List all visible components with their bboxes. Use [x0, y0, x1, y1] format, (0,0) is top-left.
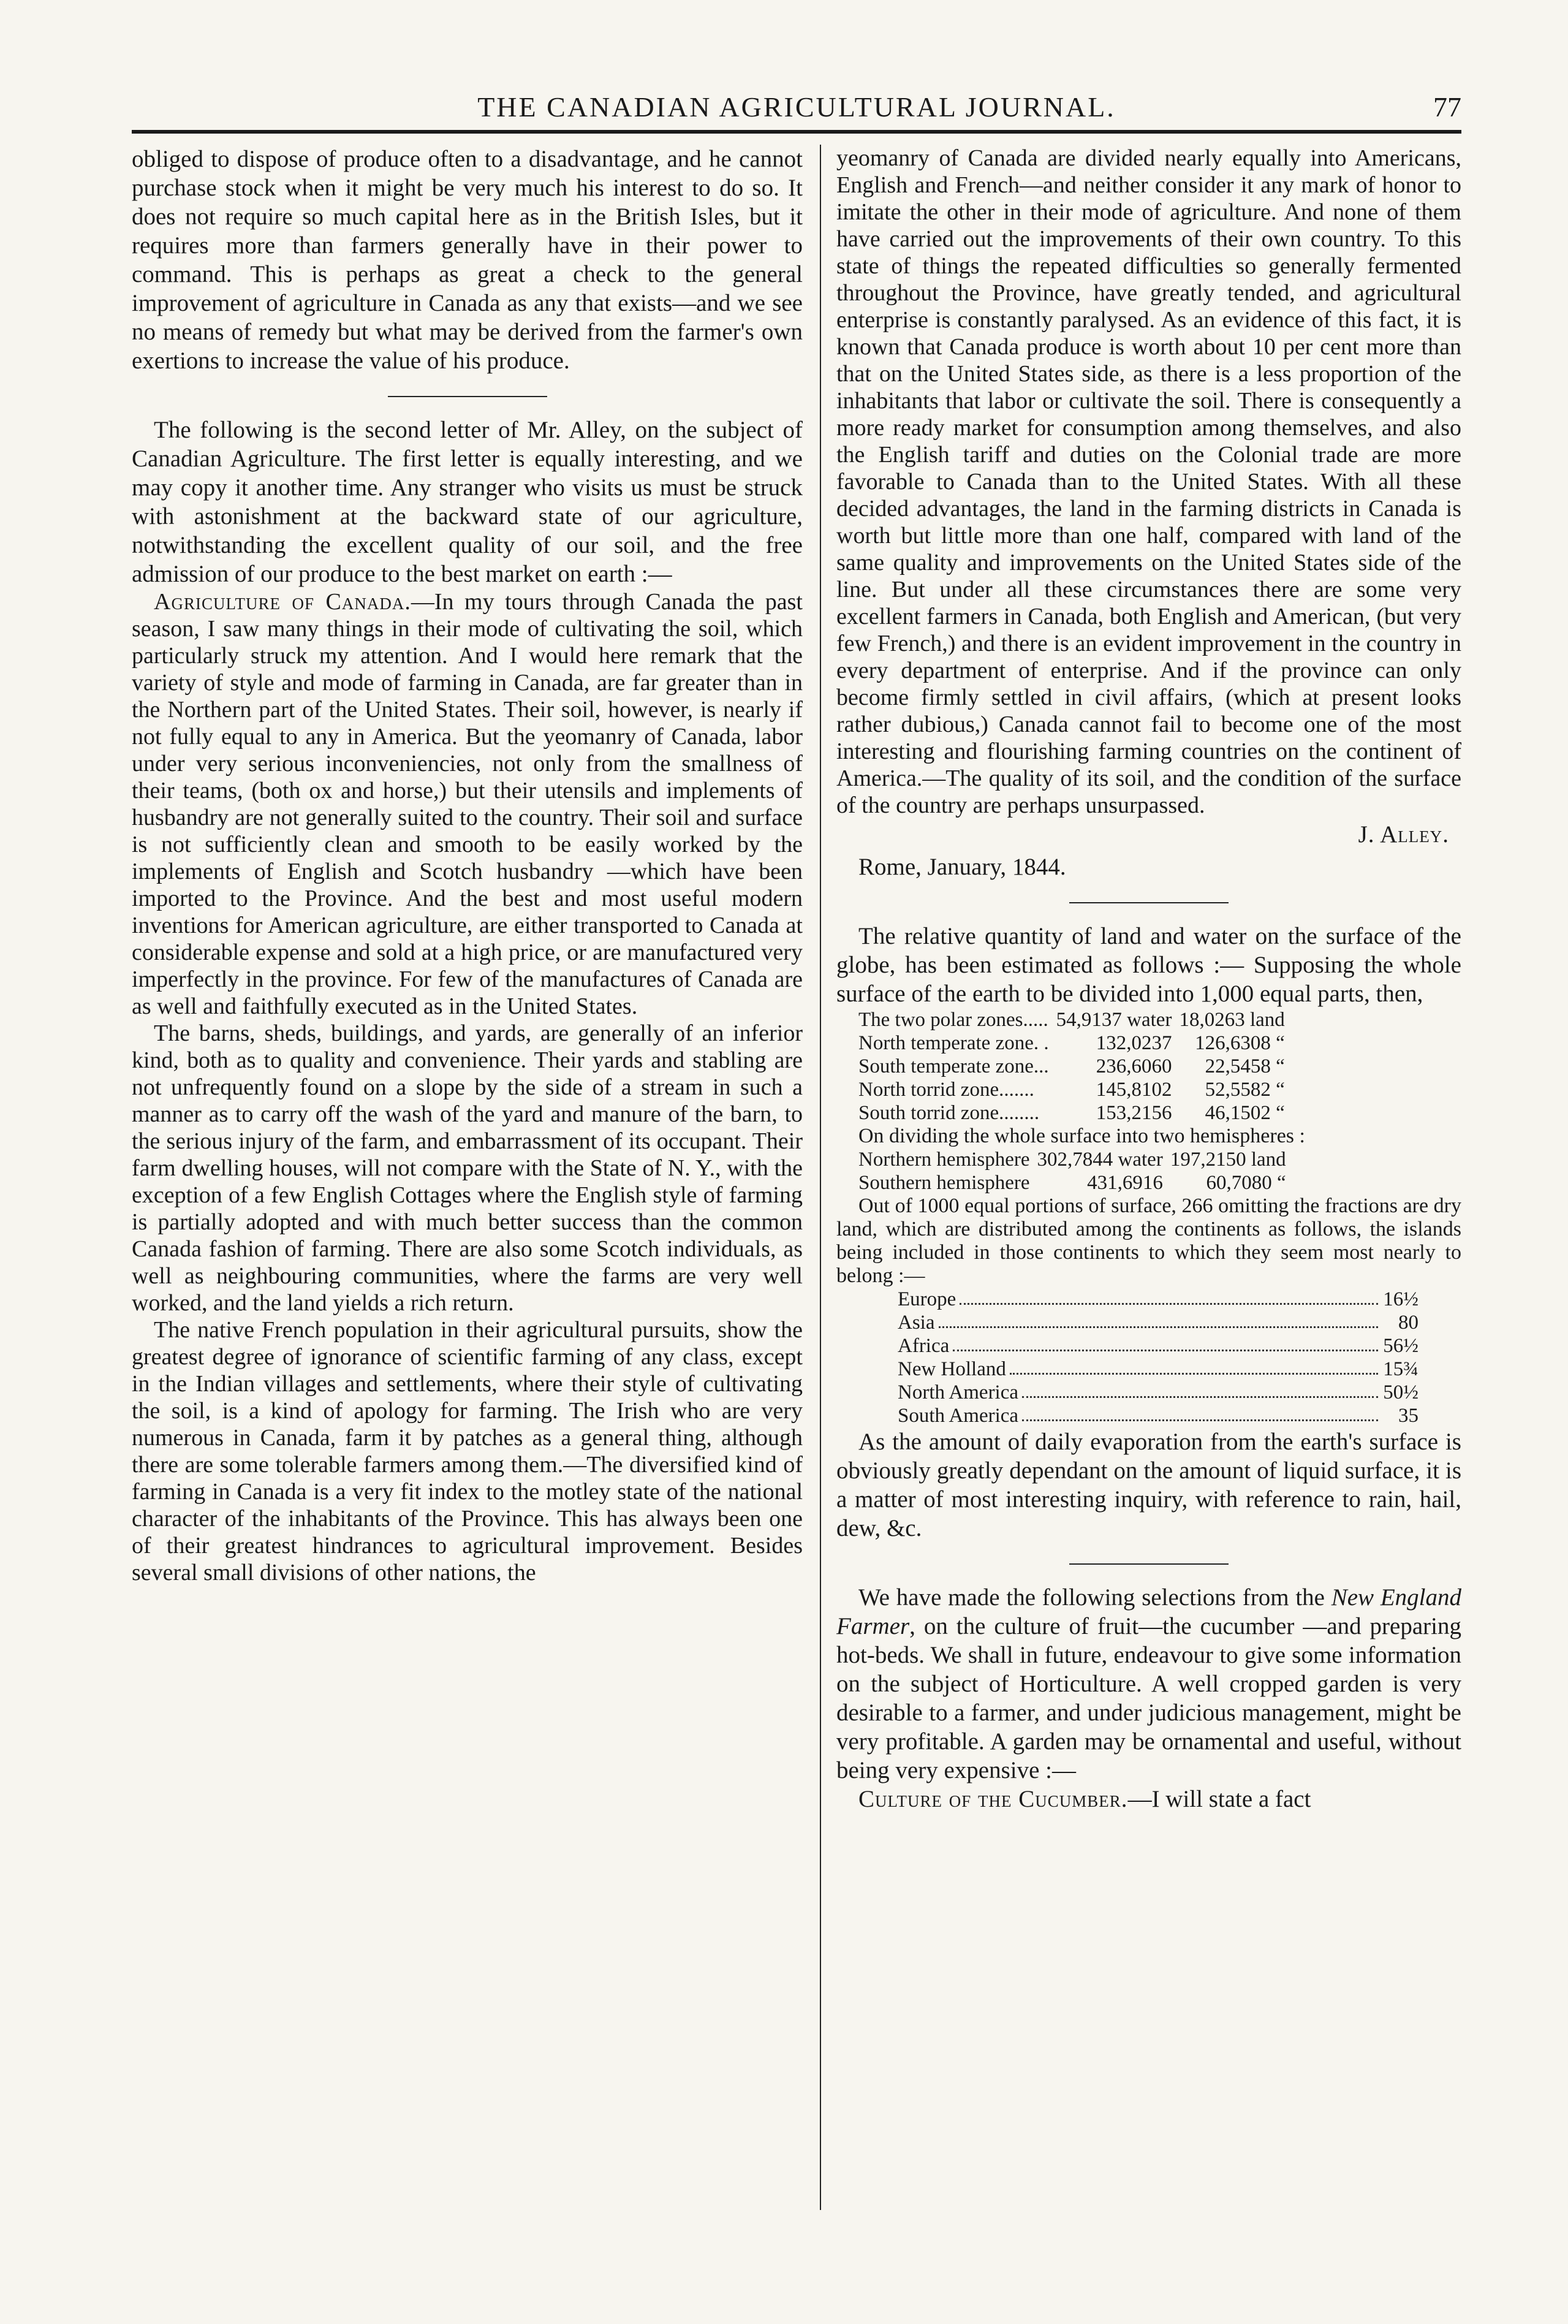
article-body: —In my tours through Canada the past season, I saw many things in their mode of cultivating the soil, which particularly struck my attention. And I would here remark that the variety of style and mode of farming in Canada, are far greater than in the Northern part of the United States. Their soil, however, is nearly if not fully equal to any in America. But the yeomanry of Canada, labor under very serious inconveniencies, not only from the smallness of their teams, (both ox and horse,) but their utensils and implements of husbandry are not generally suited to the country. Their soil and surface is not sufficiently clean and smooth to be easily worked by the implements of English and Scotch husbandry —which have been imported to the Province. And the best and most useful modern inventions for American agriculture, are either transported to Canada at considerable expense and sold at a high price, or are manufactured very imperfectly in the province. For few of the manufactures of Canada are as well and faithfully executed as in the United States. — [132, 589, 803, 1019]
left-paragraph-intro: The following is the second letter of Mr. Alley, on the subject of Canadian Agriculture. The first letter is equally interesting, and we may copy it another time. Any stranger who visits us must be struck with astonishment at the backward state of our agriculture, notwithstanding the excellent quality of our soil, and the free admission of our produce to the best market on earth :— — [132, 417, 803, 587]
dateline: Rome, January, 1844. — [858, 854, 1066, 880]
table-row: North torrid zone....... 145,8102 52,5582 “ — [858, 1079, 1285, 1101]
right-column — [836, 145, 1461, 1813]
hemispheres-table — [858, 1148, 1293, 1194]
right-paragraph-evaporation: As the amount of daily evaporation from the earth's surface is obviously greatly dependant on the amount of liquid surface, it is a matter of most interesting inquiry, with reference to rain, hail, dew, &c. — [836, 1429, 1461, 1541]
continents-intro: Out of 1000 equal portions of surface, 266 omitting the fractions are dry land, which are distributed among the continents as follows, the islands being included in those continents to which they seem most nearly to belong :— — [836, 1194, 1461, 1287]
zones-table — [858, 1008, 1292, 1125]
running-header — [132, 91, 1461, 134]
hemisphere-intro: On dividing the whole surface into two hemispheres : — [858, 1125, 1305, 1147]
column-divider — [820, 145, 821, 2210]
section-separator — [1069, 902, 1229, 903]
table-row: Northern hemisphere 302,7844 water 197,2150 land — [858, 1149, 1286, 1171]
left-column — [132, 145, 803, 1586]
list-item: New Holland 15¾ — [898, 1358, 1418, 1380]
signature: J. Alley. — [1358, 821, 1449, 848]
table-row: Southern hemisphere 431,6916 60,7080 “ — [858, 1172, 1286, 1194]
page-number: 77 — [1433, 91, 1461, 123]
list-item: Europe 16½ — [898, 1288, 1418, 1310]
right-paragraph-cucumber: Culture of the Cucumber.—I will state a fact — [858, 1786, 1311, 1812]
left-paragraph-agriculture — [132, 588, 803, 1020]
section-separator — [1069, 1563, 1229, 1565]
periodical-title: New England Farmer — [836, 1584, 1461, 1639]
table-row: South temperate zone... 236,6060 22,5458 “ — [858, 1055, 1285, 1077]
left-paragraph-1: obliged to dispose of produce often to a disadvantage, and he cannot purchase stock when it might be very much his interest to do so. It does not require so much capital here as in the British Isles, but it requires more than farmers generally have in their power to command. This is perhaps as great a check to the general improvement of agriculture in Canada as any that exists—and we see no means of remedy but what may be derived from the farmer's own exertions to increase the value of his produce. — [132, 146, 803, 374]
header-rule — [132, 130, 1461, 134]
table-row: North temperate zone. . 132,0237 126,6308 “ — [858, 1032, 1285, 1054]
right-paragraph-1: yeomanry of Canada are divided nearly equally into Americans, English and French—and neither consider it any mark of honor to imitate the other in their mode of agriculture. And none of them have carried out the improvements of their own country. To this state of things the repeated difficulties so generally fermented throughout the Province, have greatly tended, and agricultural enterprise is constantly paralysed. As an evidence of this fact, it is known that Canada produce is worth about 10 per cent more than that on the United States side, as there is a less proportion of the inhabitants that labor or cultivate the soil. There is consequently a more ready market for consumption among themselves, and also the English tariff and duties on the Colonial trade are more favorable to Canada than to the United States. With all these decided advantages, the land in the farming districts in Canada is worth but little more than one half, compared with land of the same quality and improvements on the United States side of the line. But under all these circumstances there are some very excellent farmers in Canada, both English and American, (but very few French,) and there is an evident improvement in the country in every department of enterprise. And if the province can only become firmly settled in civil affairs, (which at present looks rather dubious,) Canada cannot fail to become one of the most interesting and flourishing farming countries on the continent of America.—The quality of its soil, and the condition of the surface of the country are perhaps unsurpassed. — [836, 145, 1461, 818]
continents-list — [898, 1288, 1461, 1427]
table-row: South torrid zone........ 153,2156 46,1502 “ — [858, 1102, 1285, 1124]
article-heading: Agriculture of Canada. — [154, 589, 411, 615]
journal-title: THE CANADIAN AGRICULTURAL JOURNAL. — [477, 91, 1116, 123]
list-item: Asia 80 — [898, 1312, 1418, 1334]
list-item: South America 35 — [898, 1405, 1418, 1427]
right-paragraph-globe: The relative quantity of land and water on the surface of the globe, has been estimated as follows :— Supposing the whole surface of the earth to be divided into 1,000 equal parts, then, — [836, 923, 1461, 1007]
article-heading: Culture of the Cucumber. — [858, 1786, 1128, 1812]
table-row: The two polar zones..... 54,9137 water 18,0263 land — [858, 1009, 1285, 1031]
list-item: Africa 56½ — [898, 1335, 1418, 1357]
right-paragraph-selections: We have made the following selections from the New England Farmer, on the culture of fruit—the cucumber —and preparing hot-beds. We shall in future, endeavour to give some information on the subject of Horticulture. A well cropped garden is very desirable to a farmer, and under judicious management, might be very profitable. A garden may be ornamental and useful, without being very expensive :— — [836, 1584, 1461, 1783]
left-paragraph-french: The native French population in their agricultural pursuits, show the greatest degree of ignorance of scientific farming of any class, except in the Indian villages and settlements, where their style of cultivating the soil, is a kind of apology for farming. The Irish who are very numerous in Canada, farm it by patches as a general thing, although there are some tolerable farmers among them.—The diversified kind of farming in Canada is a very fit index to the motley state of the national character of the inhabitants of the Province. This has always been one of their greatest hindrances to agricultural improvement. Besides several small divisions of other nations, the — [132, 1317, 803, 1585]
section-separator — [388, 396, 547, 397]
left-paragraph-barns: The barns, sheds, buildings, and yards, are generally of an inferior kind, both as to quality and convenience. Their yards and stabling are not unfrequently found on a slope by the side of a stream in such a manner as to carry off the wash of the yard and manure of the barn, to the serious injury of the farm, and embarrassment of its occupant. Their farm dwelling houses, will not compare with the State of N. Y., with the exception of a few English Cottages where the English style of farming is partially adopted and with much better success than the common Canada fashion of farming. There are also some Scotch individuals, as well as neighbouring communities, where the farms are very well worked, and the land yields a rich return. — [132, 1020, 803, 1316]
list-item: North America 50½ — [898, 1381, 1418, 1403]
